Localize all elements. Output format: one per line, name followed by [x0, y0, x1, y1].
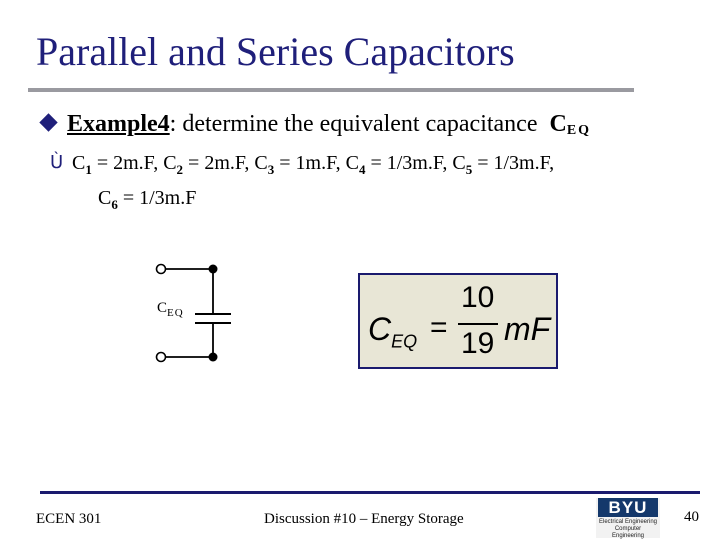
ceq-subscript: EQ — [566, 123, 592, 138]
result-formula — [368, 281, 552, 365]
formula-unit: mF — [504, 311, 551, 347]
footer-course: ECEN 301 — [36, 511, 102, 527]
main-bullet — [42, 111, 591, 139]
cap-item: $C_6 = 1/3m.F$ — [98, 187, 197, 212]
footer-rule — [40, 491, 700, 494]
cap-item: $C_4 = 1/3m.F$, — [345, 152, 453, 177]
example-colon: : — [169, 111, 177, 137]
terminal-bottom — [157, 353, 166, 362]
value-line-1 — [72, 152, 560, 177]
terminal-top — [157, 265, 166, 274]
formula-equals: = — [430, 311, 448, 344]
capacitor-label: $C_{EQ}$ — [157, 300, 184, 319]
example-label: Example4 — [67, 111, 170, 137]
formula-numerator: 10 — [461, 281, 495, 314]
result-formula-box — [358, 273, 558, 369]
value-line-2 — [72, 184, 692, 219]
cap-item: $C_2 = 2m.F$, — [163, 152, 255, 177]
footer-topic: Discussion #10 – Energy Storage — [264, 511, 464, 527]
logo-brand: BYU — [598, 498, 658, 517]
page-number: 40 — [684, 509, 699, 525]
capacitor-values — [50, 149, 692, 219]
slide-title: Parallel and Series Capacitors — [36, 29, 515, 74]
ceq-symbol — [549, 111, 591, 139]
formula-lhs: $C_{EQ}$ — [368, 311, 418, 352]
title-underline — [28, 88, 634, 92]
fraction-bar — [458, 323, 498, 325]
cap-item: $C_3 = 1m.F$, — [254, 152, 346, 177]
sub-bullet-icon: Ù — [50, 152, 64, 173]
formula-denominator: 19 — [461, 327, 495, 360]
cap-item: $C_1 = 2m.F$, — [72, 152, 164, 177]
byu-logo — [596, 498, 660, 538]
diamond-bullet-icon — [39, 113, 57, 131]
cap-item: $C_5 = 1/3m.F$, — [452, 152, 560, 177]
logo-tagline: Electrical Engineering Computer Engineering — [598, 519, 658, 539]
bullet-text: determine the equivalent capacitance — [176, 111, 544, 137]
ceq-main: C — [549, 111, 567, 137]
